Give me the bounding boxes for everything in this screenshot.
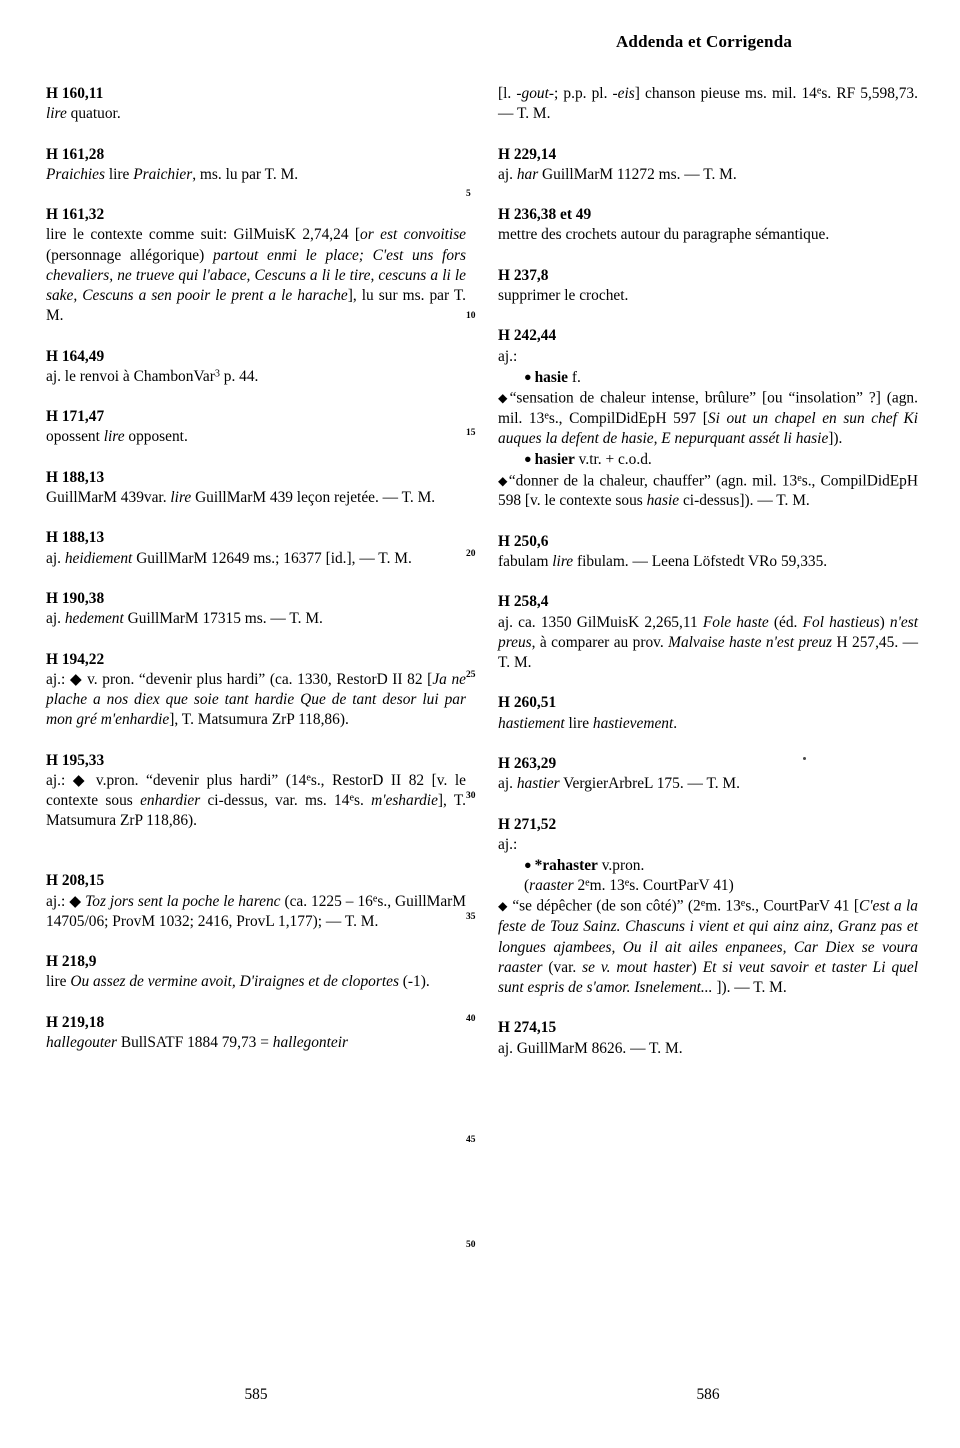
italic-text: raaster: [529, 877, 574, 895]
plain-text: aj.: [46, 549, 65, 567]
plain-text: aj.: [498, 775, 517, 793]
plain-text: (-1).: [398, 973, 430, 991]
plain-text: BullSATF 1884 79,73 =: [116, 1033, 273, 1051]
scan-artifact: [803, 757, 806, 760]
plain-text: aj.: [46, 610, 65, 628]
superscript-marker: e: [816, 85, 822, 97]
italic-text: lire: [552, 553, 574, 571]
superscript-marker: e: [585, 877, 590, 889]
plain-text: ] chanson pieuse ms. mil. 14: [634, 85, 817, 102]
plain-text: aj.:: [46, 670, 70, 688]
entry-body: aj. GuillMarM 8626. — T. M.: [498, 1039, 683, 1057]
superscript-marker: e: [797, 472, 802, 484]
superscript-marker: e: [740, 898, 746, 910]
plain-text: [l.: [498, 85, 517, 102]
entry-heading: H 263,29: [498, 755, 557, 773]
italic-citation: Ja ne plache a nos diex que soie tant hardie Que de tant desor lui par mon gré m'enhardie: [46, 670, 466, 729]
entry-heading: H 260,51: [498, 694, 557, 712]
italic-text: hasie: [646, 492, 680, 510]
entry-body: supprimer le crochet.: [498, 286, 629, 304]
headword: hasie: [534, 368, 568, 386]
plain-text: aj.:: [46, 892, 70, 910]
plain-text: 2: [573, 877, 586, 895]
folio-left: 585: [244, 1386, 268, 1403]
plain-text: s., RestorD II 82 [v. le contexte sous: [46, 771, 466, 809]
plain-text: “sensation de chaleur intense, brûlure” [ou “insolation” ?] (agn. mil. 13: [498, 389, 918, 427]
superscript-marker: e: [349, 792, 354, 804]
plain-text: lire: [564, 714, 593, 732]
entry-heading: H 188,13: [46, 529, 105, 547]
entry-heading: H 274,15: [498, 1019, 557, 1037]
plain-text: s. CourtParV 41): [629, 877, 734, 895]
line-number: 20: [466, 549, 476, 559]
diamond-marker-icon: ◆: [72, 771, 89, 789]
plain-text: ci-dessus, var. ms. 14: [200, 791, 350, 809]
plain-text: m. 13: [705, 898, 741, 916]
bullet-marker-icon: ●: [524, 369, 532, 384]
plain-text: (personnage allégorique): [46, 246, 213, 264]
plain-text: s. RF 5,598,73. — T. M.: [498, 85, 918, 123]
diamond-marker-icon: ◆: [498, 390, 510, 405]
plain-text: aj.: [498, 165, 517, 183]
superscript-marker: e: [700, 898, 706, 910]
plain-text: .: [673, 714, 678, 732]
entry-aj-label: aj.:: [498, 347, 518, 365]
line-number: 50: [466, 1240, 476, 1250]
diamond-marker-icon: ◆: [69, 670, 83, 688]
entry-heading: H 218,9: [46, 953, 97, 971]
italic-citation: Et si veut savoir et taster Li quel sunt espris de s'amor. Isnelement...: [498, 958, 918, 996]
headword: hasier: [534, 451, 575, 469]
italic-text: hallegouter: [46, 1033, 117, 1051]
italic-text: hedement: [64, 610, 124, 628]
italic-text: Fol hastieus: [802, 613, 880, 631]
plain-text: s., CompilDidEpH 597 [: [548, 409, 708, 427]
entry-body: mettre des crochets autour du paragraphe sémantique.: [498, 226, 830, 244]
superscript-marker: e: [372, 893, 378, 905]
plain-text: p. 44.: [219, 367, 259, 385]
plain-text: (var.: [542, 958, 583, 976]
plain-text: s.: [353, 791, 372, 809]
italic-text: Malvaise haste n'est preuz: [668, 633, 833, 651]
italic-text: heidiement: [64, 549, 133, 567]
italic-text: Fole haste: [702, 613, 769, 631]
folio-right: 586: [696, 1386, 720, 1403]
italic-text: har: [516, 165, 539, 183]
plain-text: (ca. 1225 – 16: [280, 892, 373, 910]
plain-text: ]).: [828, 430, 843, 448]
plain-text: v.tr. + c.o.d.: [574, 451, 652, 469]
plain-text: fabulam: [498, 553, 553, 571]
line-number: 30: [466, 791, 476, 801]
line-number: 40: [466, 1014, 476, 1024]
plain-text: GuillMarM 439 leçon rejetée. — T. M.: [191, 488, 436, 506]
plain-text: v.pron. “devenir plus hardi” (14: [88, 771, 307, 789]
entry-heading: H 219,18: [46, 1013, 105, 1031]
plain-text: s., CompilDidEpH 598 [v. le contexte sous: [498, 472, 918, 510]
plain-text: v. pron. “devenir plus hardi” (ca. 1330, RestorD II 82 [: [82, 670, 433, 688]
italic-text: n'est preus: [498, 613, 918, 651]
plain-text: s., CourtParV 41 [: [745, 898, 859, 916]
italic-text: lire: [46, 105, 67, 123]
entry-heading: H 195,33: [46, 751, 105, 769]
diamond-marker-icon: ◆: [498, 473, 509, 488]
plain-text: ], lu sur ms. par T. M.: [46, 287, 467, 325]
entry-heading: H 237,8: [498, 266, 549, 284]
italic-citation: Ou assez de vermine avoit, D'iraignes et de cloportes: [70, 973, 399, 991]
plain-text: (éd.: [768, 613, 803, 631]
italic-text: lire: [170, 488, 192, 506]
bullet-marker-icon: ●: [524, 452, 532, 467]
plain-text: ci-dessus]). — T. M.: [679, 492, 810, 510]
plain-text: lire: [46, 973, 71, 991]
plain-text: H 257,45. — T. M.: [498, 633, 918, 672]
italic-text: hastier: [516, 775, 560, 793]
plain-text: ; p.p. pl.: [554, 85, 613, 102]
superscript-marker: 3: [214, 368, 220, 380]
entry-heading: H 164,49: [46, 347, 105, 365]
entry-heading: H 161,28: [46, 145, 105, 163]
italic-text: -gout-: [516, 85, 554, 102]
italic-text: enhardier: [140, 791, 201, 809]
line-number: 10: [466, 311, 476, 321]
entry-heading: H 242,44: [498, 327, 557, 345]
entry-heading: H 194,22: [46, 650, 105, 668]
superscript-marker: e: [624, 877, 630, 889]
italic-text: hallegonteir: [272, 1033, 348, 1051]
plain-text: opossent: [46, 428, 104, 446]
plain-text: m. 13: [589, 877, 625, 895]
italic-text: se v. mout haster: [582, 958, 692, 976]
plain-text: GuillMarM 17315 ms. — T. M.: [123, 610, 323, 628]
line-number: 25: [466, 670, 476, 680]
line-number: 5: [466, 189, 471, 199]
entry-heading: H 161,32: [46, 206, 105, 224]
plain-text: GuillMarM 11272 ms. — T. M.: [538, 165, 737, 183]
plain-text: ], T. Matsumura ZrP 118,86).: [46, 791, 466, 830]
entry-heading: H 171,47: [46, 408, 105, 426]
plain-text: lire: [105, 165, 134, 183]
italic-text: hastievement: [592, 714, 674, 732]
plain-text: opposent.: [124, 428, 188, 446]
italic-text: Praichies: [46, 165, 105, 183]
italic-text: Praichier: [133, 165, 193, 183]
italic-citation: C'est a la feste de Touz Sainz. Chascuns i vient et qui ainz ainz, Granz pas et longues ajambees, Ou il ait ailes enpanees, Car Diex se voura raaster: [498, 898, 919, 976]
entry-heading: H 271,52: [498, 815, 557, 833]
plain-text: quatuor.: [66, 105, 121, 123]
plain-text: , à comparer au prov.: [531, 633, 669, 651]
line-number: 35: [466, 912, 476, 922]
entry-heading: H 229,14: [498, 145, 557, 163]
plain-text: ): [879, 613, 890, 631]
line-number: 45: [466, 1135, 476, 1145]
entry-heading: H 190,38: [46, 589, 105, 607]
entry-heading: H 188,13: [46, 468, 105, 486]
plain-text: GuillMarM 12649 ms.; 16377 [id.], — T. M.: [132, 549, 412, 567]
italic-citation: Si out un chapel en sun chef Ki auques la defent de hasie, E nepurquant assét li hasie: [498, 409, 919, 448]
entry-heading: H 160,11: [46, 85, 104, 102]
entry-aj-label: aj.:: [498, 835, 518, 853]
running-head: Addenda et Corrigenda: [615, 32, 793, 51]
plain-text: ): [691, 958, 703, 976]
plain-text: “donner de la chaleur, chauffer” (agn. mil. 13: [508, 472, 798, 490]
italic-citation: Toz jors sent la poche le harenc: [85, 892, 281, 910]
italic-citation: partout enmi le place; C'est uns fors chevaliers, ne trueve qui l'abace, Cescuns a li le tire, cescuns a li le sake, Cescuns a sen pooir le prent a le harache: [46, 246, 466, 304]
plain-text: aj. le renvoi à ChambonVar: [46, 367, 215, 385]
diamond-marker-icon: ◆: [498, 899, 508, 914]
entry-heading: H 208,15: [46, 872, 105, 890]
plain-text: ], T. Matsumura ZrP 118,86).: [169, 711, 349, 729]
entry-heading: H 258,4: [498, 593, 549, 611]
line-number: 15: [466, 428, 476, 438]
plain-text: s., GuillMarM 14705/06; ProvM 1032; 2416, ProvL 1,177); — T. M.: [46, 892, 466, 930]
plain-text: GuillMarM 439var.: [46, 488, 171, 506]
italic-text: m'eshardie: [371, 791, 438, 809]
plain-text: f.: [567, 368, 581, 386]
plain-text: aj.:: [46, 771, 73, 789]
plain-text: v.pron.: [597, 857, 645, 875]
italic-text: -eis: [612, 85, 635, 102]
plain-text: lire le contexte comme suit: GilMuisK 2,74,24 [: [46, 226, 361, 244]
plain-text: “se dépêcher (de son côté)” (2: [512, 898, 701, 916]
plain-text: , ms. lu par T. M.: [192, 165, 299, 183]
superscript-marker: e: [544, 410, 549, 422]
bullet-marker-icon: ●: [524, 858, 532, 873]
plain-text: fibulam. — Leena Löfstedt VRo 59,335.: [573, 553, 828, 571]
entry-heading: H 236,38 et 49: [498, 206, 592, 224]
plain-text: ]). — T. M.: [712, 979, 787, 996]
plain-text: aj. ca. 1350 GilMuisK 2,265,11: [498, 613, 703, 631]
diamond-marker-icon: ◆: [69, 892, 82, 910]
superscript-marker: e: [306, 772, 311, 784]
plain-text: (: [524, 877, 530, 895]
italic-text: or est convoitise: [360, 226, 467, 244]
plain-text: VergierArbreL 175. — T. M.: [559, 775, 740, 793]
italic-text: hastiement: [498, 714, 565, 732]
headword: *rahaster: [534, 857, 598, 875]
entry-heading: H 250,6: [498, 532, 549, 550]
italic-text: lire: [103, 428, 125, 446]
